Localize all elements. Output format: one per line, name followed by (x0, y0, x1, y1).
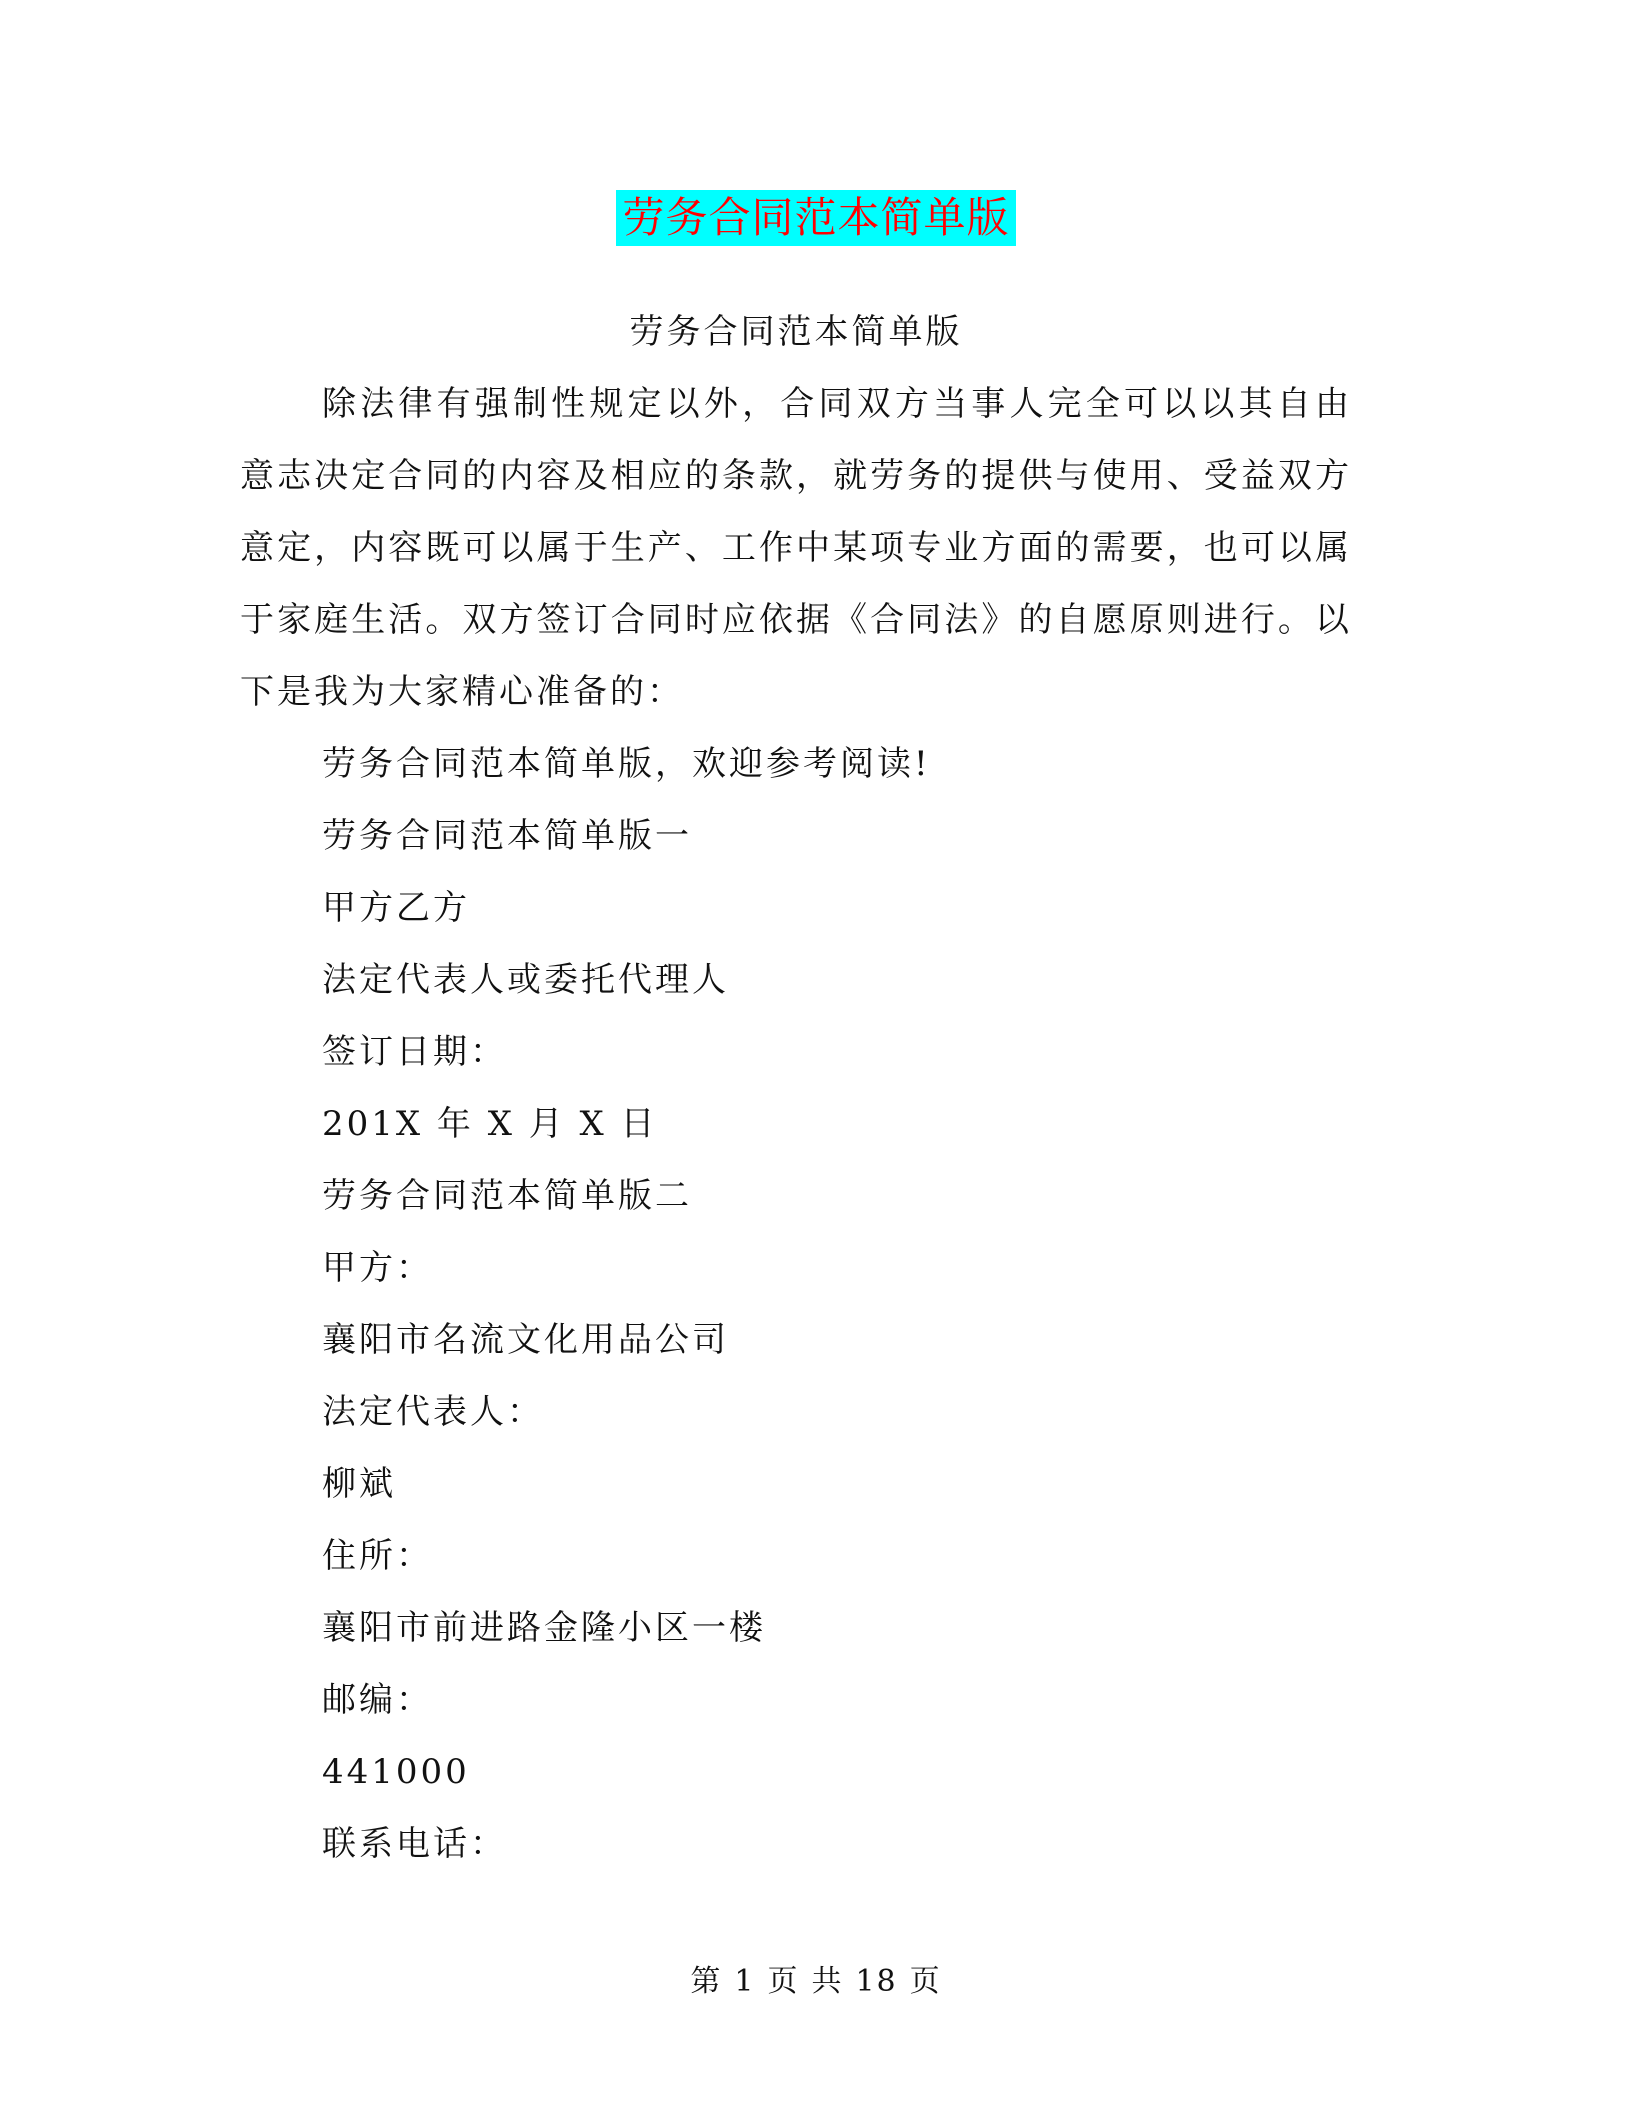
body-line-sign-date-label: 签订日期： (322, 1032, 507, 1072)
page-footer (0, 1962, 1632, 2002)
footer-suffix: 页 (909, 1964, 942, 1999)
body-line-company-name: 襄阳市名流文化用品公司 (322, 1320, 729, 1360)
body-line-phone-label: 联系电话： (322, 1824, 507, 1864)
title-wrapper (0, 190, 1632, 246)
document-title: 劳务合同范本简单版 (616, 190, 1015, 246)
intro-paragraph: 除法律有强制性规定以外，合同双方当事人完全可以以其自由意志决定合同的内容及相应的条款，就劳务的提供与使用、受益双方意定，内容既可以属于生产、工作中某项专业方面的需要，也可以属于家庭生活。双方签订合同时应依据《合同法》的自愿原则进行。以下是我为大家精心准备的： (240, 384, 1352, 712)
section-heading-two: 劳务合同范本简单版二 (322, 1176, 692, 1216)
body-line-legal-rep-name: 柳斌 (322, 1464, 396, 1504)
body-line-party-a-label: 甲方： (322, 1248, 433, 1288)
footer-page-label: 页 (767, 1964, 800, 1999)
footer-current-page: 1 (734, 1964, 756, 1999)
body-line-parties: 甲方乙方 (322, 888, 470, 928)
body-line-representative: 法定代表人或委托代理人 (322, 960, 729, 1000)
body-line-address-label: 住所： (322, 1536, 433, 1576)
body-line-postcode: 441000 (322, 1752, 470, 1792)
footer-prefix: 第 (690, 1964, 723, 1999)
body-line-postcode-label: 邮编： (322, 1680, 433, 1720)
section-heading-one: 劳务合同范本简单版一 (322, 816, 692, 856)
body-line-address: 襄阳市前进路金隆小区一楼 (322, 1608, 766, 1648)
body-line-welcome: 劳务合同范本简单版，欢迎参考阅读! (322, 744, 931, 784)
footer-total-pages: 18 (855, 1964, 898, 1999)
document-subtitle: 劳务合同范本简单版 (629, 312, 963, 352)
body-line-sign-date: 201X 年 X 月 X 日 (322, 1104, 658, 1144)
body-line-legal-rep-label: 法定代表人： (322, 1392, 544, 1432)
document-body (240, 296, 1352, 1880)
footer-total-label: 共 (811, 1964, 844, 1999)
